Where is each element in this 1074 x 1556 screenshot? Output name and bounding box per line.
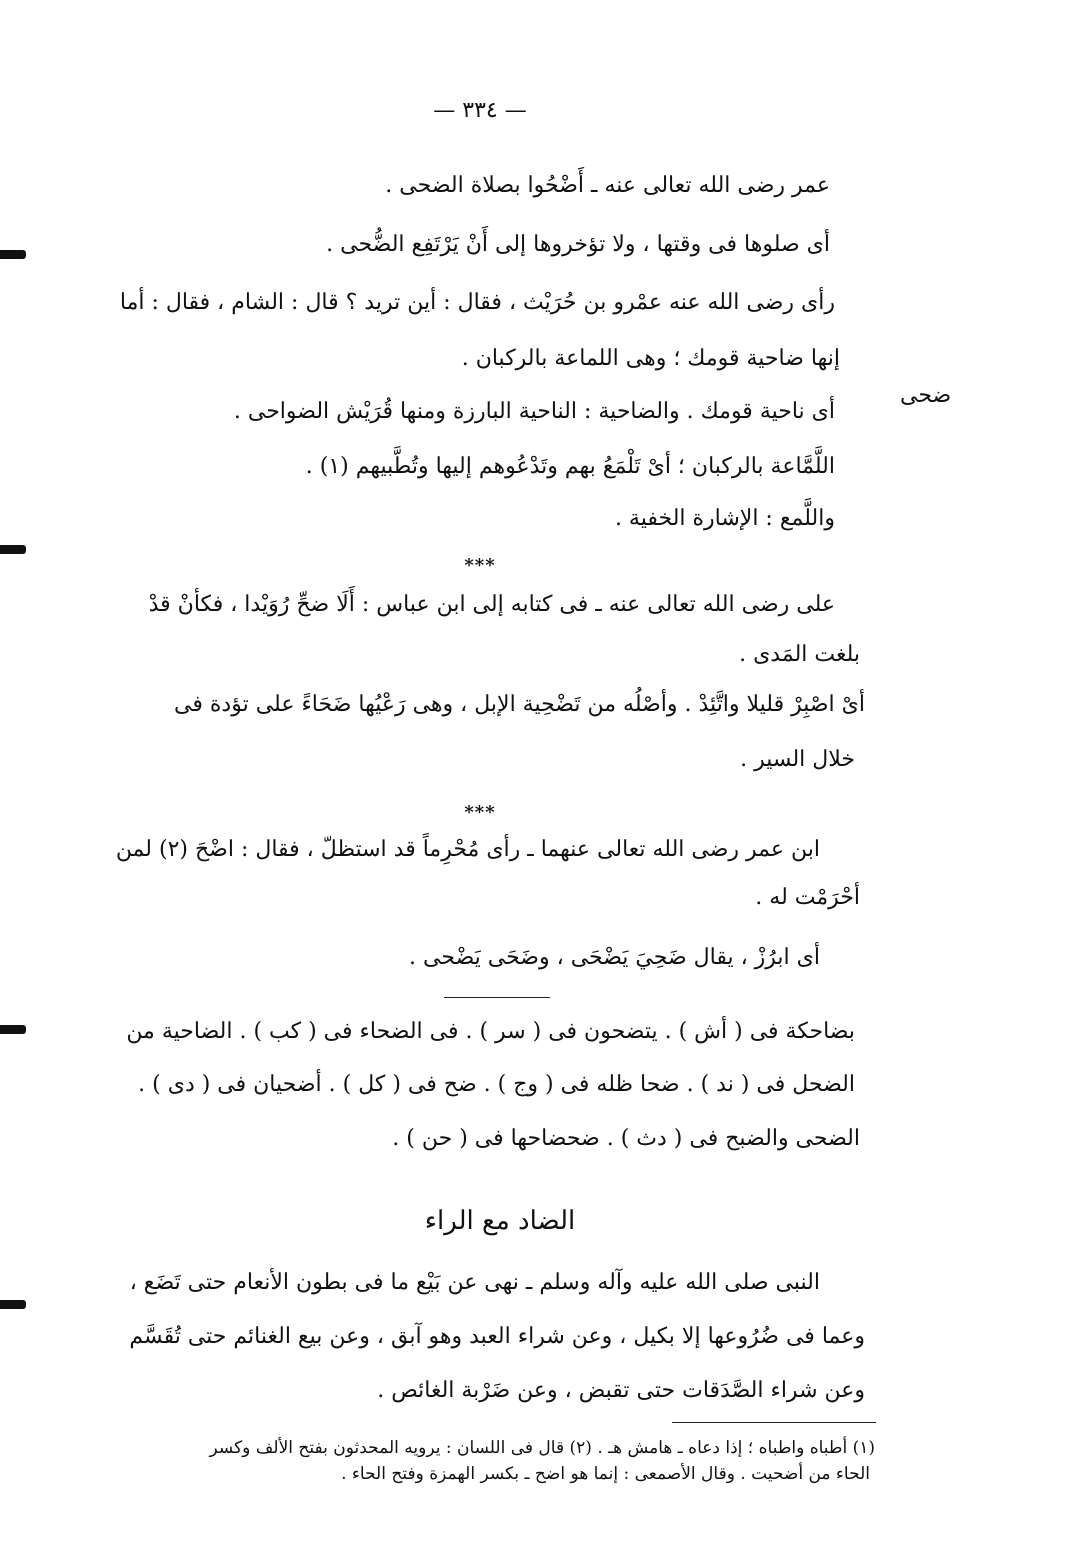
text-line: الضحى والضبح فى ( دث ) . ضحضاحها فى ( حن ) . <box>392 1126 860 1151</box>
footnote-rule <box>672 1422 876 1423</box>
footnote-line: (١) أطباه واطباه ؛ إذا دعاه ـ هامش هـ . (٢) قال فى اللسان : يرويه المحدثون بفتح الألف وكسر <box>209 1438 875 1458</box>
text-line: ابن عمر رضى الله تعالى عنهما ـ رأى مُحْرِماً قد استظلّ ، فقال : اضْحَ (٢) لمن <box>115 837 820 862</box>
text-line: واللَّمع : الإشارة الخفية . <box>614 506 835 531</box>
text-line: أحْرَمْت له . <box>755 885 860 910</box>
text-line: رأى رضى الله عنه عمْرو بن حُرَيْث ، فقال : أين تريد ؟ قال : الشام ، فقال : أما <box>119 290 835 315</box>
section-separator: *** <box>464 555 496 576</box>
text-line: بضاحكة فى ( أش ) . يتضحون فى ( سر ) . فى الضحاء فى ( كب ) . الضاحية من <box>126 1019 855 1044</box>
section-title: الضاد مع الراء <box>424 1206 576 1236</box>
text-line: أى صلوها فى وقتها ، ولا تؤخروها إلى أَنْ يَرْتَفِع الضُّحى . <box>326 232 830 257</box>
section-separator: *** <box>464 802 496 823</box>
text-line: خلال السير . <box>740 747 855 772</box>
text-line: أى ابرُزْ ، يقال ضَحِيَ يَضْحَى ، وضَحَى يَضْحى . <box>409 945 820 970</box>
text-line: على رضى الله تعالى عنه ـ فى كتابه إلى ابن عباس : أَلَا ضحِّ رُوَيْدا ، فكأنْ قدْ <box>148 592 835 617</box>
text-line: أىْ اصْبِرْ قليلا واتَّئِدْ . وأصْلُه من تَضْحِية الإبل ، وهى رَعْيُها ضَحَاءً على تؤدة فى <box>174 692 865 717</box>
page-number: — ٣٣٤ — <box>433 98 527 123</box>
text-line: الضحل فى ( ند ) . ضحا ظله فى ( وج ) . ضح فى ( كل ) . أضحيان فى ( دى ) . <box>138 1072 855 1097</box>
text-line: وعن شراء الصَّدَقات حتى تقبض ، وعن ضَرْبة الغائص . <box>377 1378 865 1403</box>
text-line: النبى صلى الله عليه وآله وسلم ـ نهى عن بَيْع ما فى بطون الأنعام حتى تَضَع ، <box>129 1270 820 1295</box>
footnote-line: الحاء من أضحيت . وقال الأصمعى : إنما هو اضح ـ بكسر الهمزة وفتح الحاء . <box>341 1464 870 1484</box>
text-line: وعما فى ضُرُوعها إلا بكيل ، وعن شراء العبد وهو آبق ، وعن بيع الغنائم حتى تُقَسَّم <box>129 1324 865 1349</box>
edge-mark <box>0 250 26 259</box>
divider <box>444 997 550 998</box>
edge-mark <box>0 545 26 554</box>
edge-mark <box>0 1025 26 1034</box>
margin-keyword: ضحى <box>900 383 952 408</box>
text-line: إنها ضاحية قومك ؛ وهى اللماعة بالركبان . <box>461 346 840 371</box>
text-line: أى ناحية قومك . والضاحية : الناحية البارزة ومنها قُرَيْش الضواحى . <box>233 399 835 424</box>
text-line: اللَّمَّاعة بالركبان ؛ أىْ تَلْمَعُ بهم وتَدْعُوهم إليها وتُطَّبيهم (١) . <box>305 454 835 479</box>
text-line: عمر رضى الله تعالى عنه ـ أَضْحُوا بصلاة الضحى . <box>385 173 830 198</box>
edge-mark <box>0 1300 26 1309</box>
text-line: بلغت المَدى . <box>739 642 860 667</box>
